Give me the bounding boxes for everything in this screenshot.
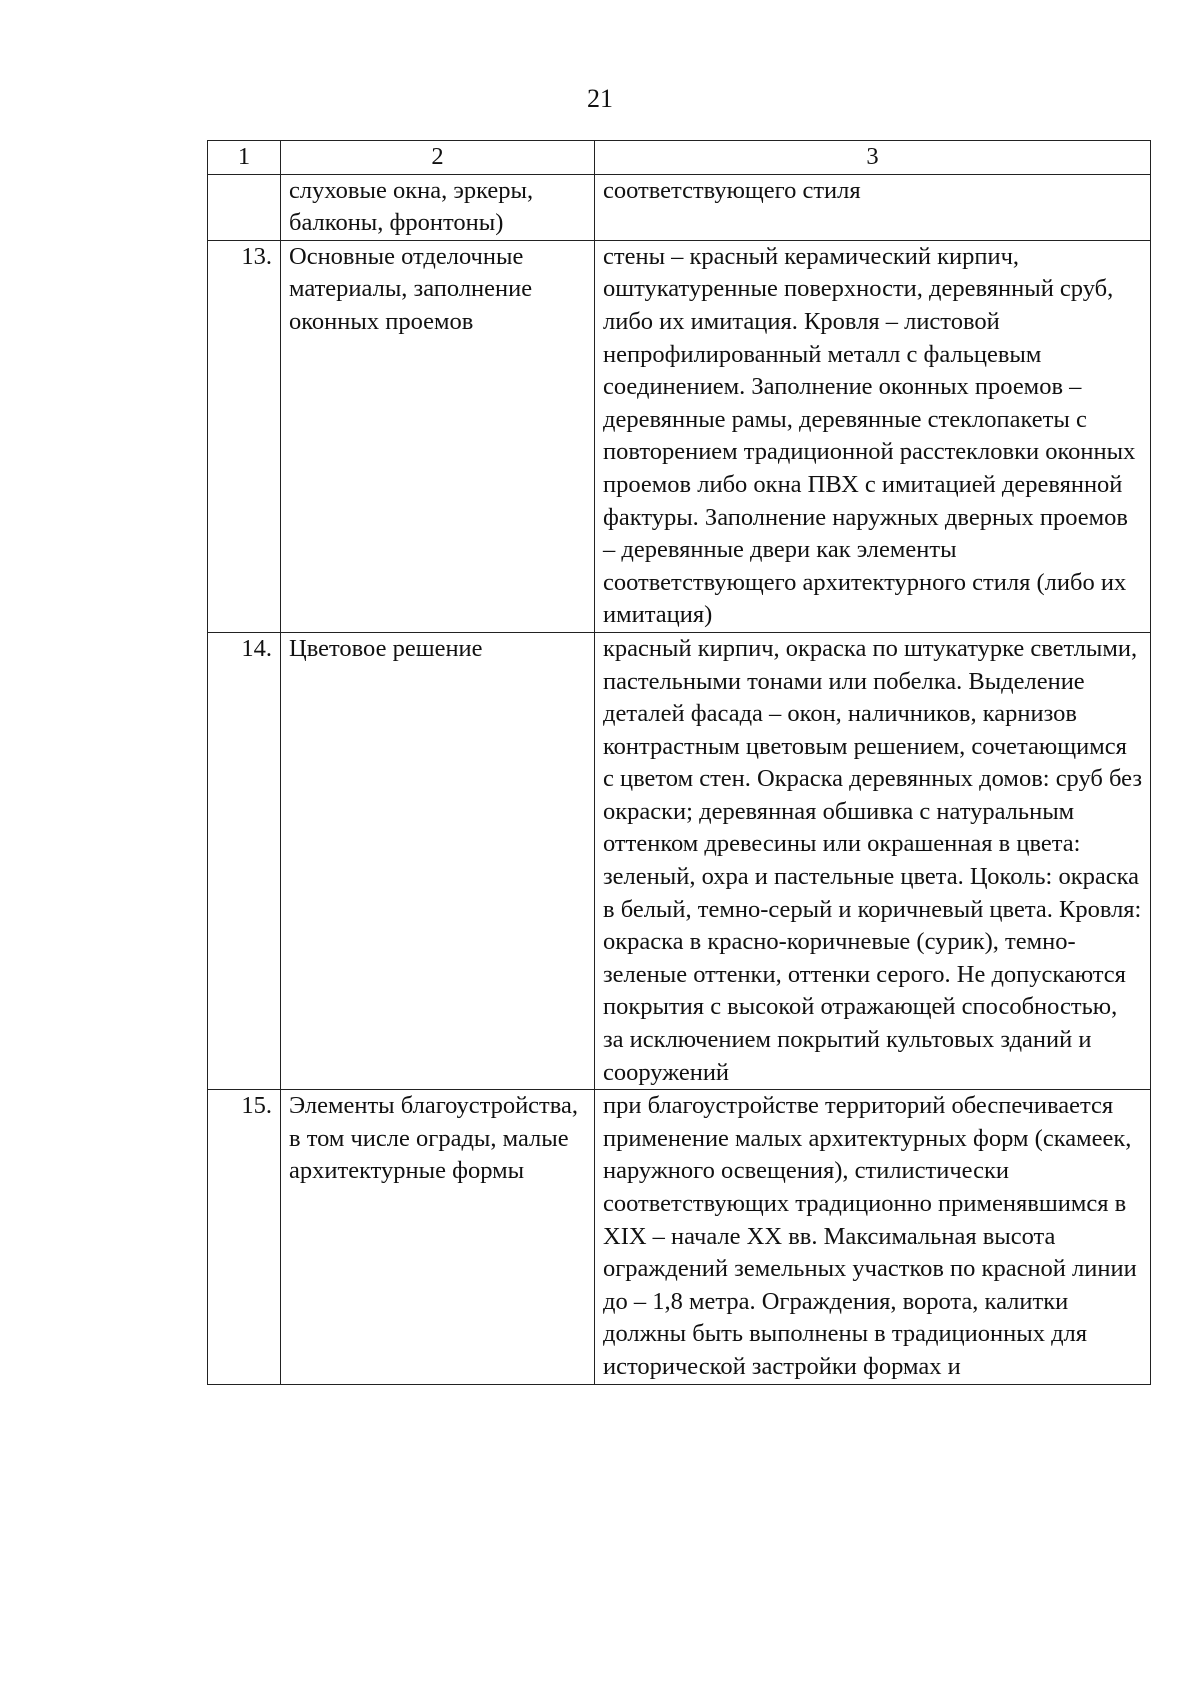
requirements-table (207, 140, 1151, 1385)
row-name: Цветовое решение (281, 632, 595, 1089)
table-row (208, 632, 1151, 1089)
table-row (208, 174, 1151, 240)
table-row (208, 1090, 1151, 1384)
row-number: 13. (208, 240, 281, 632)
row-number: 15. (208, 1090, 281, 1384)
row-name: Основные отделочные материалы, заполнение оконных проемов (281, 240, 595, 632)
row-description: при благоустройстве территорий обеспечивается применение малых архитектурных форм (скамеек, наружного освещения), стилистически соответствующих традиционно применявшимся в XIX – начале XX вв. Максимальная высота ограждений земельных участков по красной линии до – 1,8 метра. Ограждения, ворота, калитки должны быть выполнены в традиционных для исторической застройки формах и (595, 1090, 1151, 1384)
page-number: 21 (587, 84, 613, 113)
row-description: красный кирпич, окраска по штукатурке светлыми, пастельными тонами или побелка. Выделение деталей фасада – окон, наличников, карнизов контрастным цветовым решением, сочетающимся с цветом стен. Окраска деревянных домов: сруб без окраски; деревянная обшивка с натуральным оттенком древесины или окрашенная в цвета: зеленый, охра и пастельные цвета. Цоколь: окраска в белый, темно-серый и коричневый цвета. Кровля: окраска в красно-коричневые (сурик), темно-зеленые оттенки, оттенки серого. Не допускаются покрытия с высокой отражающей способностью, за исключением покрытий культовых зданий и сооружений (595, 632, 1151, 1089)
table-row (208, 240, 1151, 632)
row-description: стены – красный керамический кирпич, оштукатуренные поверхности, деревянный сруб, либо их имитация. Кровля – листовой непрофилированный металл с фальцевым соединением. Заполнение оконных проемов – деревянные рамы, деревянные стеклопакеты с повторением традиционной расстекловки оконных проемов либо окна ПВХ с имитацией деревянной фактуры. Заполнение наружных дверных проемов – деревянные двери как элементы соответствующего архитектурного стиля (либо их имитация) (595, 240, 1151, 632)
row-number (208, 174, 281, 240)
row-name: слуховые окна, эркеры, балконы, фронтоны) (281, 174, 595, 240)
header-cell-2: 2 (281, 141, 595, 175)
header-cell-3: 3 (595, 141, 1151, 175)
table-header-row (208, 141, 1151, 175)
row-name: Элементы благоустройства, в том числе ограды, малые архитектурные формы (281, 1090, 595, 1384)
row-number: 14. (208, 632, 281, 1089)
row-description: соответствующего стиля (595, 174, 1151, 240)
header-cell-1: 1 (208, 141, 281, 175)
